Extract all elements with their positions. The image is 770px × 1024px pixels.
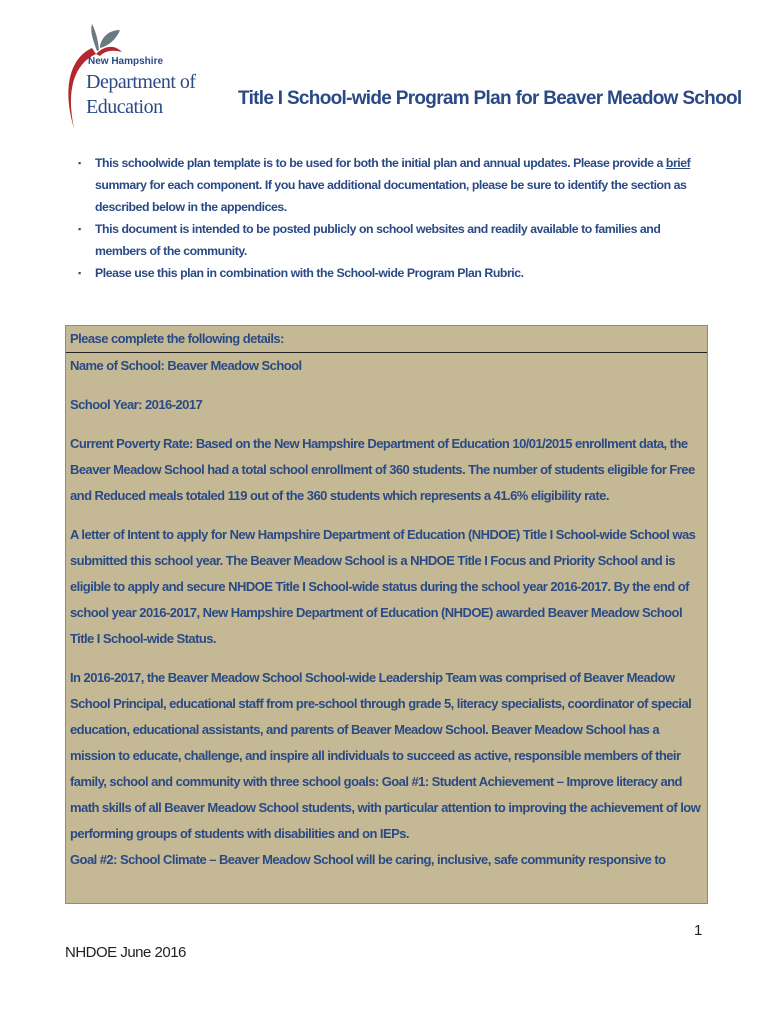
goal-2: Goal #2: School Climate – Beaver Meadow School will be caring, inclusive, safe community responsive to: [70, 852, 666, 867]
details-header: Please complete the following details:: [66, 326, 707, 353]
page-title: Title I School-wide Program Plan for Beaver Meadow School: [238, 88, 742, 109]
list-item: ▪ This schoolwide plan template is to be used for both the initial plan and annual updates. Please provide a brief summary for each component. If you have additional documentation, please be sure to identify the section as described below in the appendices.: [78, 152, 698, 218]
school-year: School Year: 2016-2017: [70, 397, 203, 412]
instructions-list: [78, 152, 698, 284]
school-name: Name of School: Beaver Meadow School: [70, 358, 302, 373]
details-table: [65, 325, 708, 904]
logo-department: Department of: [86, 71, 196, 93]
bullet-icon: ▪: [78, 158, 81, 168]
leadership-team: In 2016-2017, the Beaver Meadow School School-wide Leadership Team was comprised of Beaver Meadow School Principal, educational staff from pre-school through grade 5, literacy specialists, coordinator of special education, educational assistants, and parents of Beaver Meadow School. Beaver Meadow School has a mission to educate, challenge, and inspire all individuals to succeed as active, responsible members of their family, school and community with three school goals: Goal #1: Student Achievement – Improve literacy and math skills of all Beaver Meadow School students, with particular attention to improving the achievement of low performing groups of students with disabilities and on IEPs.: [70, 670, 701, 841]
bullet-icon: ▪: [78, 268, 81, 278]
nhdoe-logo: [52, 18, 212, 133]
footer-text: NHDOE June 2016: [65, 944, 186, 961]
logo-state: New Hampshire: [88, 56, 164, 67]
list-item: ▪ This document is intended to be posted publicly on school websites and readily available to families and members of the community.: [78, 218, 698, 262]
bullet-icon: ▪: [78, 224, 81, 234]
poverty-rate: Current Poverty Rate: Based on the New Hampshire Department of Education 10/01/2015 enrollment data, the Beaver Meadow School had a total school enrollment of 360 students. The number of students eligible for Free and Reduced meals totaled 119 out of the 360 students which represents a 41.6% eligibility rate.: [70, 436, 695, 503]
logo-education: Education: [86, 96, 163, 118]
brief-link[interactable]: brief: [665, 156, 691, 170]
list-item: ▪ Please use this plan in combination with the School-wide Program Plan Rubric.: [78, 262, 698, 284]
letter-of-intent: A letter of Intent to apply for New Hampshire Department of Education (NHDOE) Title I School-wide School was submitted this school year. The Beaver Meadow School is a NHDOE Title I Focus and Priority School and is eligible to apply and secure NHDOE Title I School-wide status during the school year 2016-2017. By the end of school year 2016-2017, New Hampshire Department of Education (NHDOE) awarded Beaver Meadow School Title I School-wide Status.: [70, 527, 696, 646]
page-number: 1: [694, 922, 703, 939]
